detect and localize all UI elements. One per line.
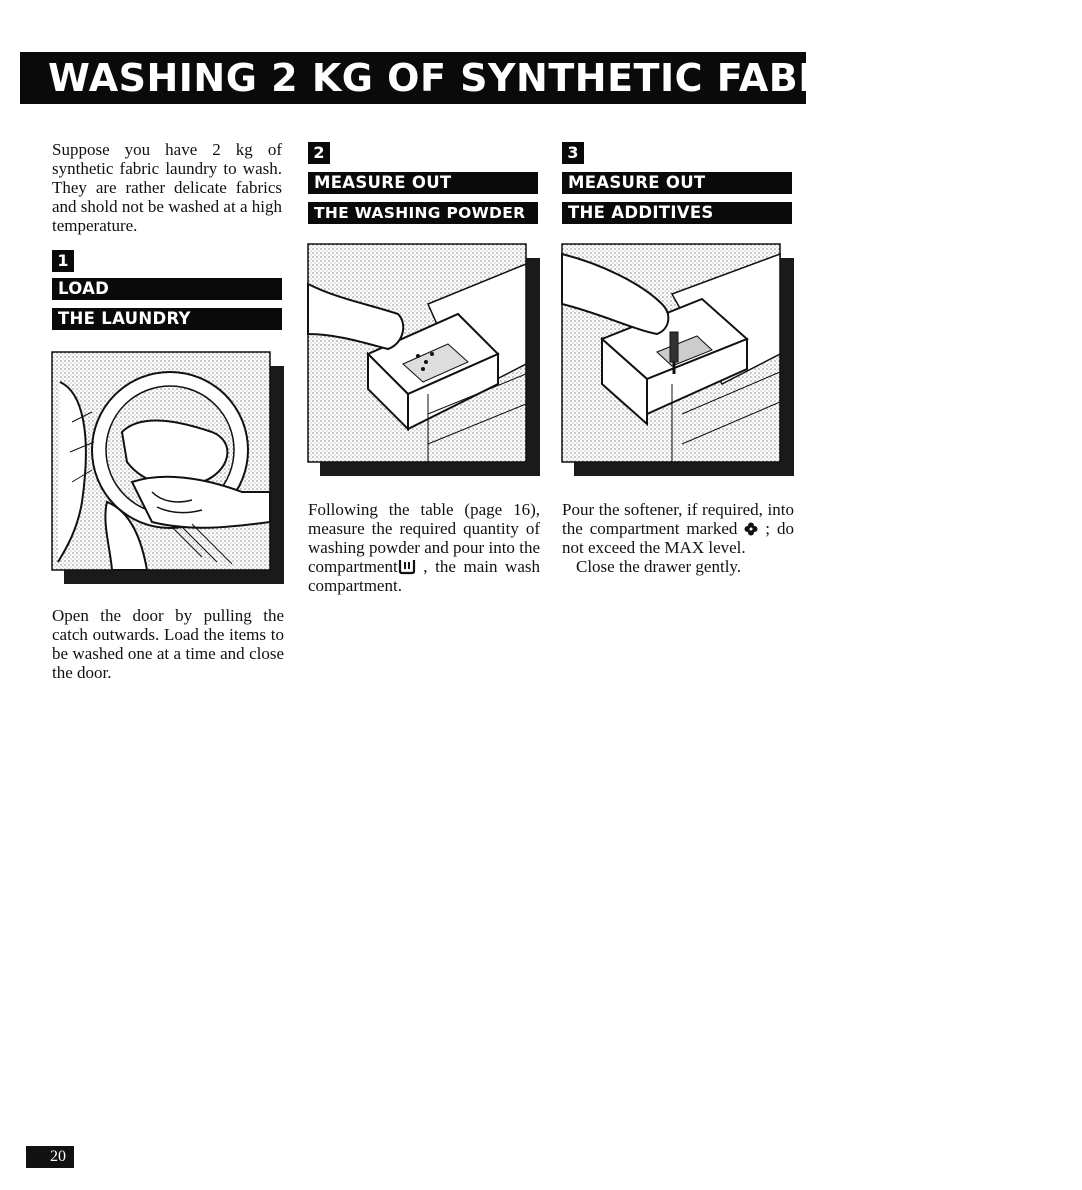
step-1-heading-line-2: THE LAUNDRY xyxy=(52,308,282,330)
step-1-text: Open the door by pulling the catch outwards. Load the items to be washed one at a time and close the door. xyxy=(52,606,284,682)
page-title-banner xyxy=(20,52,1082,104)
step-3-heading-line-1: MEASURE OUT xyxy=(562,172,792,194)
step-1-number: 1 xyxy=(52,250,74,272)
step-3-text-closing: Close the drawer gently. xyxy=(576,557,742,576)
step-3-heading-line-2: THE ADDITIVES xyxy=(562,202,792,224)
intro-paragraph: Suppose you have 2 kg of synthetic fabric laundry to wash. They are rather delicate fabrics and shold not be washed at a high temperature. xyxy=(52,140,282,235)
step-3-illustration xyxy=(562,244,794,476)
step-2-heading-line-2: THE WASHING POWDER xyxy=(308,202,538,224)
page-title: WASHING 2 KG OF SYNTHETIC FABRICS AT 40°C xyxy=(48,56,1082,100)
step-2-heading-line-1: MEASURE OUT xyxy=(308,172,538,194)
step-1-illustration xyxy=(52,352,284,584)
step-2-number: 2 xyxy=(308,142,330,164)
step-3-text-block xyxy=(562,500,794,576)
step-3-number: 3 xyxy=(562,142,584,164)
step-1-heading-line-1: LOAD xyxy=(52,278,282,300)
page-number: 20 xyxy=(26,1146,74,1168)
softener-flower-icon xyxy=(744,522,758,536)
step-2-text: Following the table (page 16), measure the required quantity of washing powder and pour into the compartment , the main wash compartment. xyxy=(308,500,540,595)
step-3-text: Pour the softener, if required, into the compartment marked ; do not exceed the MAX level. xyxy=(562,500,794,557)
step-2-illustration xyxy=(308,244,540,476)
main-wash-compartment-icon xyxy=(398,558,416,574)
